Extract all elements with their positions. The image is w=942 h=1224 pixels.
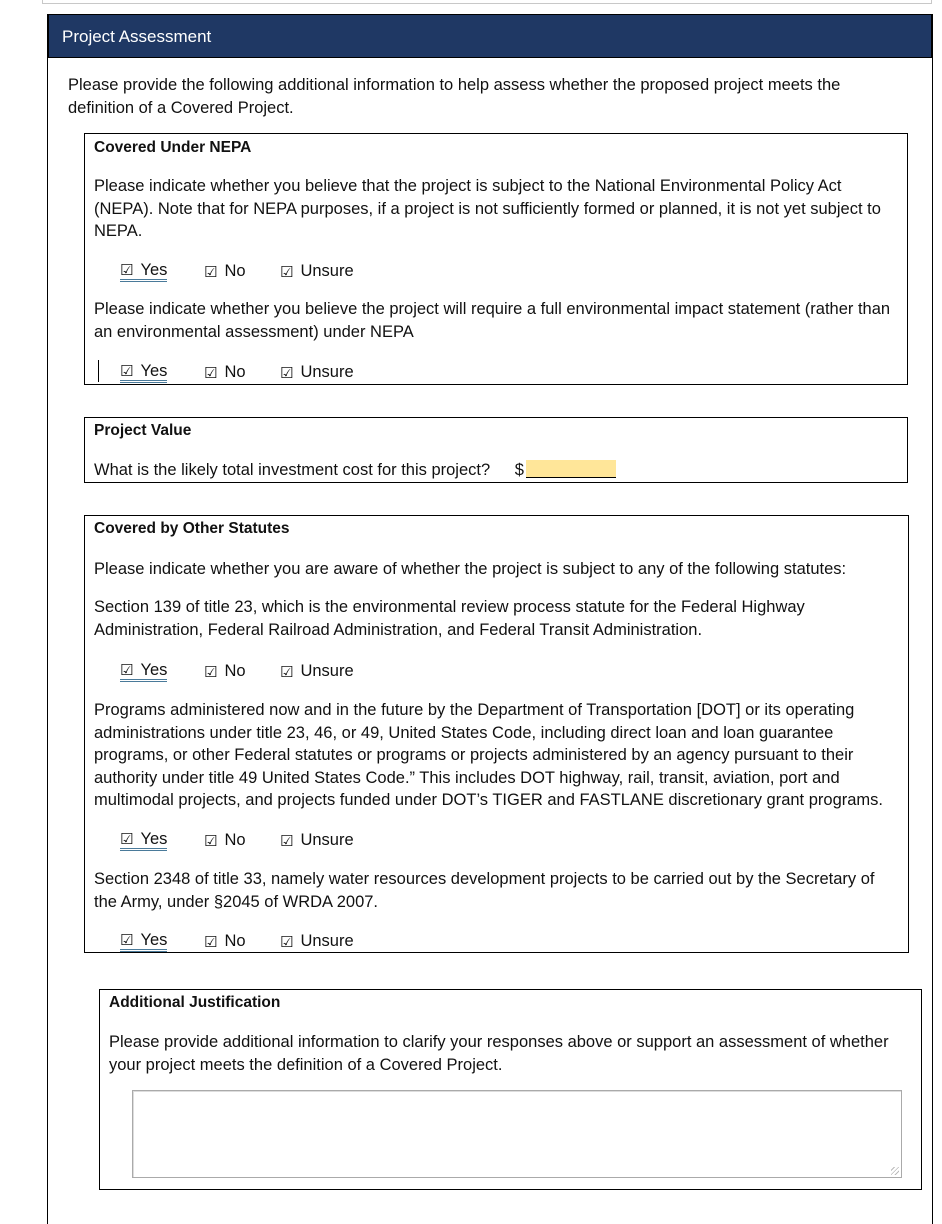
nepa-q1-unsure-checkbox[interactable]: ☑ Unsure [280, 262, 354, 281]
statute-section-139: Section 139 of title 23, which is the environmental review process statute for the Federal Highway Administration, Federal Railroad Administration, and Federal Transit Administration. [94, 598, 805, 639]
statute-139-yes-checkbox[interactable]: ☑ Yes [120, 661, 204, 682]
statute-section-2348: Section 2348 of title 33, namely water resources development projects to be carried out by the Secretary of the Army, under §2045 of WRDA 2007. [94, 870, 875, 911]
checkbox-checked-icon: ☑ [280, 262, 294, 281]
checkbox-checked-icon: ☑ [204, 831, 218, 850]
additional-justification-textarea[interactable] [132, 1090, 902, 1178]
previous-section-frame [42, 0, 932, 4]
additional-justification-section [99, 989, 922, 1190]
nepa-question-1: Please indicate whether you believe that the project is subject to the National Environmental Policy Act (NEPA). Note that for NEPA purposes, if a project is not sufficiently formed or planned, it is not yet subject to NEPA. [94, 177, 881, 240]
checkbox-checked-icon: ☑ [204, 363, 218, 382]
resize-grip-icon[interactable] [891, 1167, 899, 1175]
statute-2348-options [120, 931, 354, 952]
project-value-section [84, 417, 908, 483]
checkbox-checked-icon: ☑ [204, 662, 218, 681]
other-statutes-title: Covered by Other Statutes [94, 520, 290, 537]
project-value-title: Project Value [94, 422, 192, 439]
nepa-question-2: Please indicate whether you believe the project will require a full environmental impact statement (rather than an environmental assessment) under NEPA [94, 300, 891, 341]
investment-cost-question: What is the likely total investment cost for this project? [94, 461, 491, 479]
statute-139-no-checkbox[interactable]: ☑ No [204, 662, 246, 681]
checkbox-checked-icon: ☑ [280, 363, 294, 382]
checkbox-checked-icon: ☑ [120, 661, 134, 679]
statute-2348-unsure-checkbox[interactable]: ☑ Unsure [280, 932, 354, 951]
text-cursor [98, 360, 99, 382]
project-assessment-panel [47, 14, 933, 1224]
statute-dot-unsure-checkbox[interactable]: ☑ Unsure [280, 831, 354, 850]
statute-139-unsure-checkbox[interactable]: ☑ Unsure [280, 662, 354, 681]
nepa-section [84, 133, 908, 385]
statute-dot-options [120, 830, 354, 851]
investment-cost-input[interactable] [526, 460, 616, 478]
other-statutes-intro: Please indicate whether you are aware of whether the project is subject to any of the following statutes: [94, 560, 847, 578]
checkbox-checked-icon: ☑ [204, 262, 218, 281]
intro-text: Please provide the following additional information to help assess whether the proposed project meets the definition of a Covered Project. [68, 76, 841, 117]
nepa-q1-no-checkbox[interactable]: ☑ No [204, 262, 246, 281]
nepa-q2-unsure-checkbox[interactable]: ☑ Unsure [280, 363, 354, 382]
investment-cost-row [94, 459, 900, 482]
panel-header: Project Assessment [48, 14, 932, 58]
checkbox-checked-icon: ☑ [280, 662, 294, 681]
checkbox-checked-icon: ☑ [120, 362, 134, 380]
checkbox-checked-icon: ☑ [204, 932, 218, 951]
checkbox-checked-icon: ☑ [280, 831, 294, 850]
statute-2348-no-checkbox[interactable]: ☑ No [204, 932, 246, 951]
checkbox-checked-icon: ☑ [120, 261, 134, 279]
statute-dot-no-checkbox[interactable]: ☑ No [204, 831, 246, 850]
currency-symbol: $ [514, 461, 524, 479]
nepa-q1-yes-checkbox[interactable]: ☑ Yes [120, 261, 204, 282]
other-statutes-section [84, 515, 909, 953]
statute-dot-programs: Programs administered now and in the future by the Department of Transportation [DOT] or its operating administrations under title 23, 46, or 49, United States Code, including direct loan and loan guarantee programs, or other Federal statutes or programs or projects administered by an agency pursuant to their authority under title 49 United States Code.” This includes DOT highway, rail, transit, aviation, port and multimodal projects, and projects funded under DOT’s TIGER and FASTLANE discretionary grant programs. [94, 701, 883, 809]
statute-dot-yes-checkbox[interactable]: ☑ Yes [120, 830, 204, 851]
nepa-q2-options [120, 362, 354, 383]
checkbox-checked-icon: ☑ [120, 931, 134, 949]
checkbox-checked-icon: ☑ [120, 830, 134, 848]
nepa-q2-yes-checkbox[interactable]: ☑ Yes [120, 362, 204, 383]
statute-139-options [120, 661, 354, 682]
additional-justification-title: Additional Justification [109, 994, 281, 1011]
nepa-title: Covered Under NEPA [94, 139, 252, 156]
nepa-q1-options [120, 261, 354, 282]
nepa-q2-no-checkbox[interactable]: ☑ No [204, 363, 246, 382]
checkbox-checked-icon: ☑ [280, 932, 294, 951]
statute-2348-yes-checkbox[interactable]: ☑ Yes [120, 931, 204, 952]
additional-justification-prompt: Please provide additional information to clarify your responses above or support an assessment of whether your project meets the definition of a Covered Project. [109, 1033, 889, 1074]
